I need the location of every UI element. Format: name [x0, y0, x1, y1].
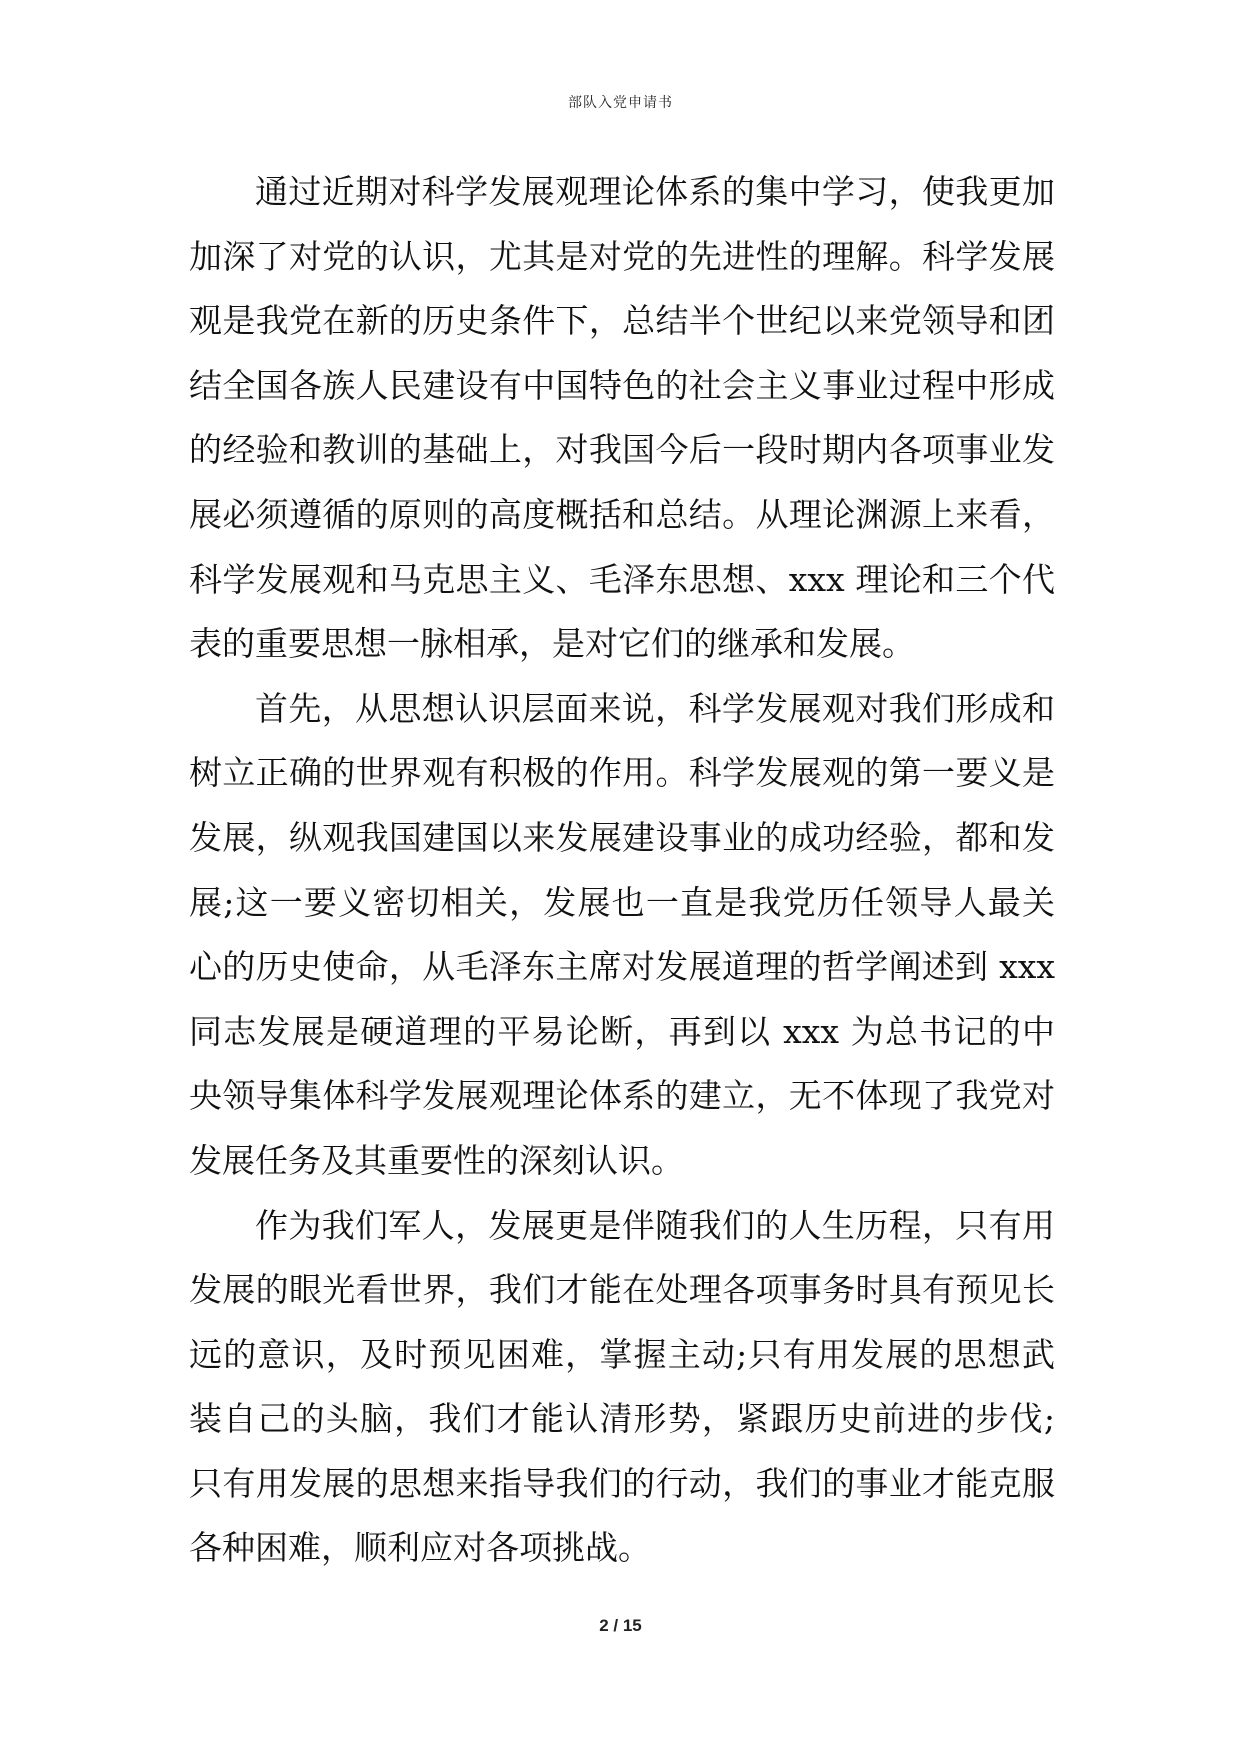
page-header-title: 部队入党申请书 [568, 95, 673, 111]
paragraph-2: 首先，从思想认识层面来说，科学发展观对我们形成和树立正确的世界观有积极的作用。科学发展观的第一要义是发展，纵观我国建国以来发展建设事业的成功经验，都和发展;这一要义密切相关，发展也一直是我党历任领导人最关心的历史使命，从毛泽东主席对发展道理的哲学阐述到 xxx 同志发展是硬道理的平易论断，再到以 xxx 为总书记的中央领导集体科学发展观理论体系的建立，无不体现了我党对发展任务及其重要性的深刻认识。 [189, 688, 1055, 1180]
document-body [189, 160, 1055, 1581]
paragraph-1: 通过近期对科学发展观理论体系的集中学习，使我更加加深了对党的认识，尤其是对党的先进性的理解。科学发展观是我党在新的历史条件下，总结半个世纪以来党领导和团结全国各族人民建设有中国特色的社会主义事业过程中形成的经验和教训的基础上，对我国今后一段时期内各项事业发展必须遵循的原则的高度概括和总结。从理论渊源上来看，科学发展观和马克思主义、毛泽东思想、xxx 理论和三个代表的重要思想一脉相承，是对它们的继承和发展。 [189, 172, 1055, 664]
page-number: 2 / 15 [599, 1616, 642, 1635]
paragraph-3: 作为我们军人，发展更是伴随我们的人生历程，只有用发展的眼光看世界，我们才能在处理各项事务时具有预见长远的意识，及时预见困难，掌握主动;只有用发展的思想武装自己的头脑，我们才能认清形势，紧跟历史前进的步伐;只有用发展的思想来指导我们的行动，我们的事业才能克服各种困难，顺利应对各项挑战。 [189, 1205, 1055, 1568]
